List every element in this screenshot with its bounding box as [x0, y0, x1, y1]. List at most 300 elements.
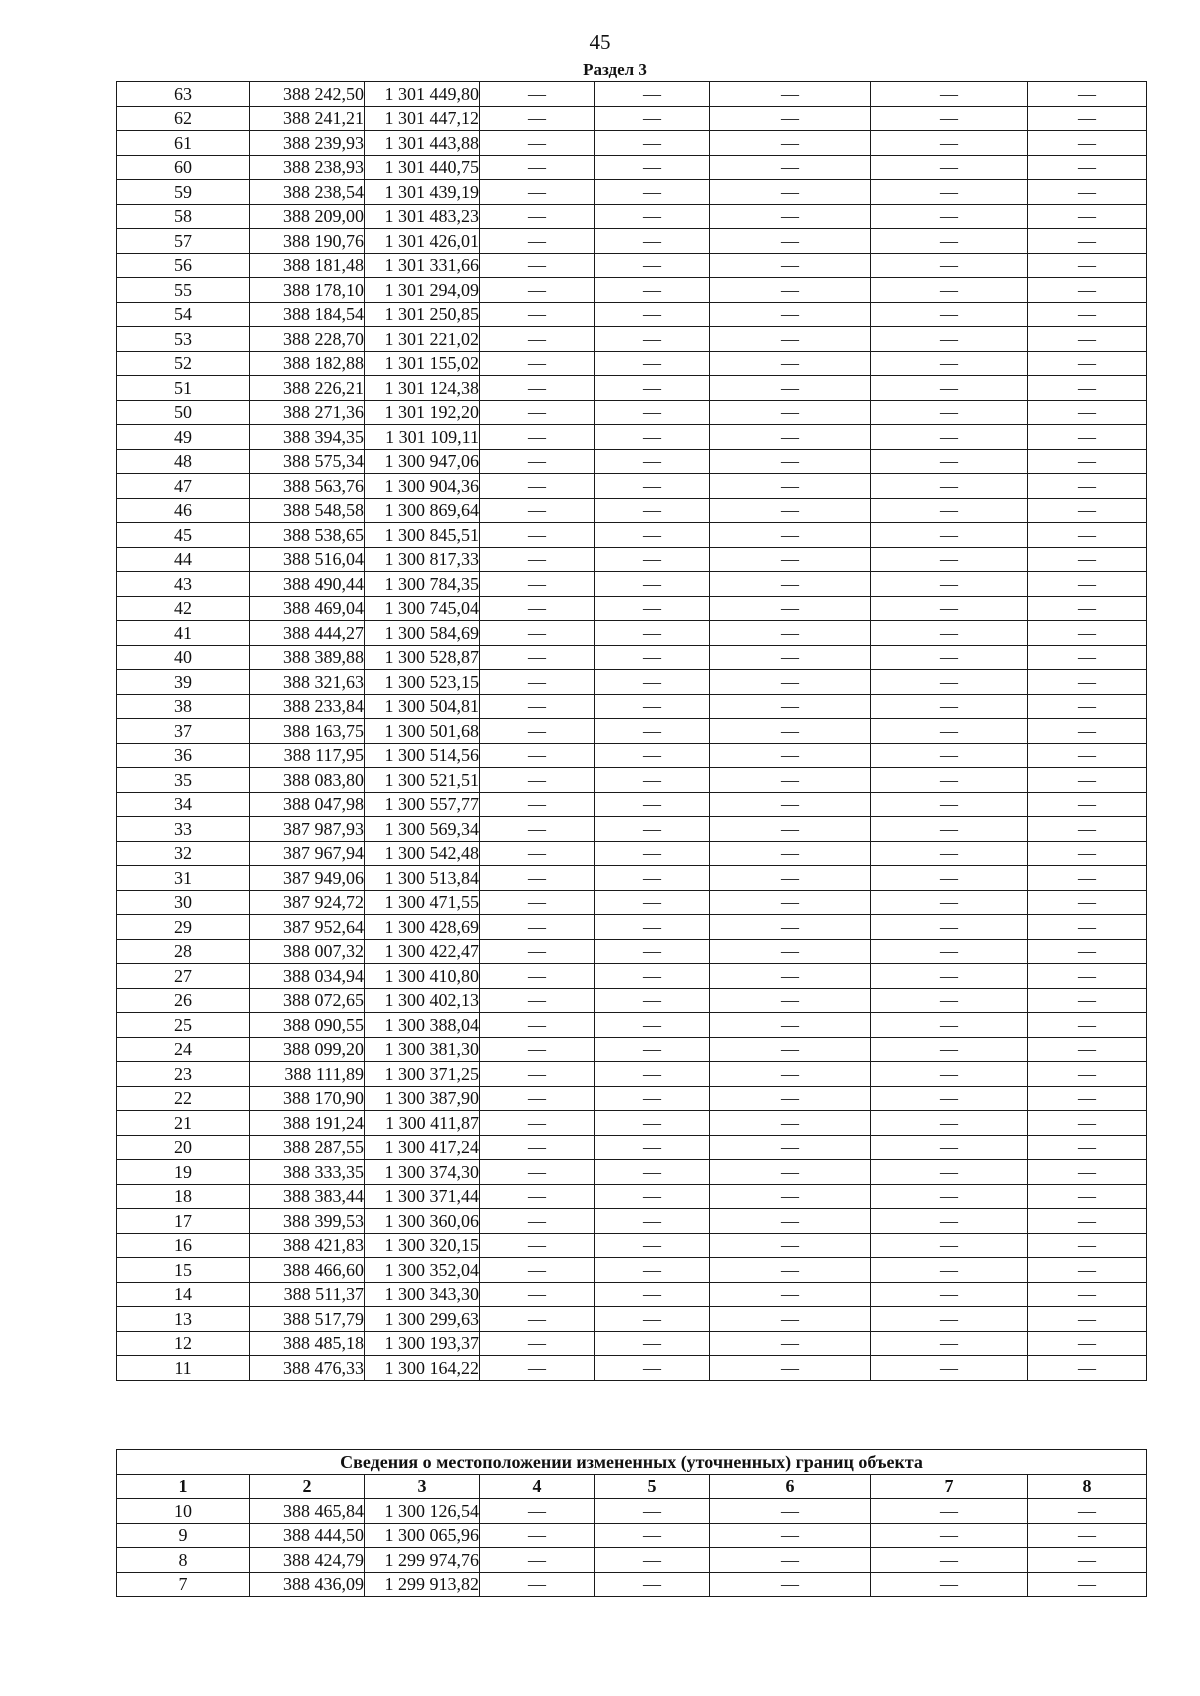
point-number: 7 [117, 1572, 250, 1597]
empty-value-dash: — [871, 1548, 1028, 1573]
empty-value-dash: — [595, 278, 710, 303]
empty-value-dash: — [710, 1307, 871, 1332]
empty-value-dash: — [480, 1135, 595, 1160]
coordinate-y: 1 300 422,47 [365, 939, 480, 964]
coordinate-x: 388 178,10 [250, 278, 365, 303]
point-number: 49 [117, 425, 250, 450]
empty-value-dash: — [871, 939, 1028, 964]
empty-value-dash: — [710, 351, 871, 376]
empty-value-dash: — [871, 400, 1028, 425]
empty-value-dash: — [1028, 915, 1147, 940]
point-number: 35 [117, 768, 250, 793]
coordinate-x: 388 209,00 [250, 204, 365, 229]
point-number: 63 [117, 82, 250, 107]
empty-value-dash: — [480, 547, 595, 572]
empty-value-dash: — [480, 572, 595, 597]
column-number: 7 [871, 1474, 1028, 1499]
empty-value-dash: — [595, 866, 710, 891]
table-row [117, 425, 1147, 450]
point-number: 50 [117, 400, 250, 425]
point-number: 48 [117, 449, 250, 474]
empty-value-dash: — [480, 82, 595, 107]
coordinate-x: 387 967,94 [250, 841, 365, 866]
empty-value-dash: — [480, 155, 595, 180]
table-row [117, 621, 1147, 646]
coordinate-x: 388 271,36 [250, 400, 365, 425]
empty-value-dash: — [480, 204, 595, 229]
empty-value-dash: — [480, 915, 595, 940]
empty-value-dash: — [1028, 1062, 1147, 1087]
empty-value-dash: — [871, 1233, 1028, 1258]
empty-value-dash: — [871, 253, 1028, 278]
empty-value-dash: — [595, 1548, 710, 1573]
empty-value-dash: — [595, 302, 710, 327]
empty-value-dash: — [1028, 523, 1147, 548]
empty-value-dash: — [871, 204, 1028, 229]
empty-value-dash: — [1028, 1111, 1147, 1136]
empty-value-dash: — [710, 278, 871, 303]
table-row [117, 278, 1147, 303]
section-title: Раздел 3 [583, 60, 647, 79]
point-number: 60 [117, 155, 250, 180]
empty-value-dash: — [1028, 425, 1147, 450]
empty-value-dash: — [480, 890, 595, 915]
empty-value-dash: — [1028, 155, 1147, 180]
empty-value-dash: — [595, 351, 710, 376]
empty-value-dash: — [871, 621, 1028, 646]
empty-value-dash: — [710, 155, 871, 180]
table-row [117, 939, 1147, 964]
coordinate-x: 388 182,88 [250, 351, 365, 376]
empty-value-dash: — [871, 645, 1028, 670]
empty-value-dash: — [595, 1086, 710, 1111]
empty-value-dash: — [871, 915, 1028, 940]
point-number: 20 [117, 1135, 250, 1160]
empty-value-dash: — [480, 1037, 595, 1062]
empty-value-dash: — [480, 1356, 595, 1381]
point-number: 21 [117, 1111, 250, 1136]
empty-value-dash: — [1028, 572, 1147, 597]
empty-value-dash: — [595, 1013, 710, 1038]
point-number: 8 [117, 1548, 250, 1573]
empty-value-dash: — [595, 572, 710, 597]
coordinate-y: 1 300 513,84 [365, 866, 480, 891]
empty-value-dash: — [480, 1499, 595, 1524]
table-row [117, 866, 1147, 891]
coordinate-y: 1 300 523,15 [365, 670, 480, 695]
empty-value-dash: — [595, 1184, 710, 1209]
empty-value-dash: — [871, 817, 1028, 842]
empty-value-dash: — [595, 645, 710, 670]
point-number: 24 [117, 1037, 250, 1062]
coordinate-x: 388 072,65 [250, 988, 365, 1013]
point-number: 47 [117, 474, 250, 499]
table-row [117, 817, 1147, 842]
coordinate-x: 388 511,37 [250, 1282, 365, 1307]
table-row [117, 915, 1147, 940]
empty-value-dash: — [710, 1548, 871, 1573]
empty-value-dash: — [710, 1499, 871, 1524]
coordinate-y: 1 300 417,24 [365, 1135, 480, 1160]
empty-value-dash: — [480, 1548, 595, 1573]
coordinate-y: 1 300 501,68 [365, 719, 480, 744]
empty-value-dash: — [871, 376, 1028, 401]
empty-value-dash: — [1028, 131, 1147, 156]
table-row [117, 523, 1147, 548]
empty-value-dash: — [595, 768, 710, 793]
empty-value-dash: — [871, 792, 1028, 817]
empty-value-dash: — [480, 229, 595, 254]
table-row [117, 1135, 1147, 1160]
point-number: 45 [117, 523, 250, 548]
coordinate-y: 1 300 371,25 [365, 1062, 480, 1087]
empty-value-dash: — [480, 719, 595, 744]
coordinate-y: 1 300 557,77 [365, 792, 480, 817]
table-row [117, 670, 1147, 695]
empty-value-dash: — [710, 131, 871, 156]
changed-boundaries-caption: Сведения о местоположении измененных (уточненных) границ объекта [117, 1450, 1147, 1475]
empty-value-dash: — [1028, 1037, 1147, 1062]
table-row [117, 719, 1147, 744]
empty-value-dash: — [1028, 106, 1147, 131]
point-number: 52 [117, 351, 250, 376]
coordinate-x: 388 239,93 [250, 131, 365, 156]
point-number: 10 [117, 1499, 250, 1524]
empty-value-dash: — [595, 82, 710, 107]
page-number: 45 [589, 30, 611, 54]
coordinate-x: 387 952,64 [250, 915, 365, 940]
empty-value-dash: — [1028, 1086, 1147, 1111]
empty-value-dash: — [710, 106, 871, 131]
coordinate-y: 1 300 745,04 [365, 596, 480, 621]
coordinate-x: 388 238,54 [250, 180, 365, 205]
empty-value-dash: — [595, 621, 710, 646]
empty-value-dash: — [710, 1258, 871, 1283]
empty-value-dash: — [1028, 1209, 1147, 1234]
empty-value-dash: — [480, 1258, 595, 1283]
coordinate-y: 1 299 913,82 [365, 1572, 480, 1597]
empty-value-dash: — [1028, 474, 1147, 499]
coordinate-x: 388 517,79 [250, 1307, 365, 1332]
empty-value-dash: — [710, 1013, 871, 1038]
point-number: 17 [117, 1209, 250, 1234]
empty-value-dash: — [871, 1135, 1028, 1160]
empty-value-dash: — [871, 1111, 1028, 1136]
table-row [117, 645, 1147, 670]
empty-value-dash: — [710, 988, 871, 1013]
empty-value-dash: — [595, 474, 710, 499]
point-number: 51 [117, 376, 250, 401]
point-number: 18 [117, 1184, 250, 1209]
empty-value-dash: — [480, 278, 595, 303]
empty-value-dash: — [871, 1013, 1028, 1038]
empty-value-dash: — [1028, 253, 1147, 278]
empty-value-dash: — [1028, 498, 1147, 523]
empty-value-dash: — [595, 1160, 710, 1185]
coordinate-y: 1 300 904,36 [365, 474, 480, 499]
point-number: 57 [117, 229, 250, 254]
table-row [117, 229, 1147, 254]
table-row [117, 1331, 1147, 1356]
empty-value-dash: — [871, 1062, 1028, 1087]
empty-value-dash: — [595, 670, 710, 695]
table-row [117, 1572, 1147, 1597]
empty-value-dash: — [480, 1282, 595, 1307]
empty-value-dash: — [480, 792, 595, 817]
empty-value-dash: — [710, 1111, 871, 1136]
empty-value-dash: — [1028, 1135, 1147, 1160]
empty-value-dash: — [871, 547, 1028, 572]
coordinate-x: 388 083,80 [250, 768, 365, 793]
empty-value-dash: — [595, 400, 710, 425]
point-number: 11 [117, 1356, 250, 1381]
coordinate-x: 387 987,93 [250, 817, 365, 842]
table-row [117, 890, 1147, 915]
coordinate-x: 388 538,65 [250, 523, 365, 548]
empty-value-dash: — [1028, 743, 1147, 768]
coordinate-x: 388 389,88 [250, 645, 365, 670]
point-number: 53 [117, 327, 250, 352]
empty-value-dash: — [595, 988, 710, 1013]
point-number: 32 [117, 841, 250, 866]
table-row [117, 376, 1147, 401]
coordinate-x: 388 444,50 [250, 1523, 365, 1548]
empty-value-dash: — [480, 425, 595, 450]
empty-value-dash: — [871, 82, 1028, 107]
column-number: 8 [1028, 1474, 1147, 1499]
table-row [117, 131, 1147, 156]
empty-value-dash: — [710, 719, 871, 744]
point-number: 55 [117, 278, 250, 303]
empty-value-dash: — [1028, 180, 1147, 205]
empty-value-dash: — [595, 1233, 710, 1258]
empty-value-dash: — [871, 474, 1028, 499]
table-row [117, 327, 1147, 352]
empty-value-dash: — [1028, 939, 1147, 964]
table-row [117, 253, 1147, 278]
point-number: 41 [117, 621, 250, 646]
empty-value-dash: — [1028, 204, 1147, 229]
table-row [117, 547, 1147, 572]
empty-value-dash: — [595, 1209, 710, 1234]
coordinate-x: 388 399,53 [250, 1209, 365, 1234]
empty-value-dash: — [710, 694, 871, 719]
empty-value-dash: — [480, 596, 595, 621]
coordinate-x: 388 321,63 [250, 670, 365, 695]
empty-value-dash: — [710, 302, 871, 327]
coordinate-y: 1 300 388,04 [365, 1013, 480, 1038]
empty-value-dash: — [1028, 302, 1147, 327]
empty-value-dash: — [1028, 1331, 1147, 1356]
empty-value-dash: — [871, 694, 1028, 719]
coordinate-x: 388 117,95 [250, 743, 365, 768]
empty-value-dash: — [480, 1062, 595, 1087]
empty-value-dash: — [480, 1307, 595, 1332]
coordinate-x: 388 383,44 [250, 1184, 365, 1209]
empty-value-dash: — [480, 1111, 595, 1136]
empty-value-dash: — [871, 866, 1028, 891]
point-number: 33 [117, 817, 250, 842]
column-number: 6 [710, 1474, 871, 1499]
empty-value-dash: — [710, 964, 871, 989]
table-row [117, 302, 1147, 327]
table-row [117, 1523, 1147, 1548]
table-row [117, 1037, 1147, 1062]
table-row [117, 180, 1147, 205]
empty-value-dash: — [480, 1331, 595, 1356]
empty-value-dash: — [595, 1135, 710, 1160]
empty-value-dash: — [871, 229, 1028, 254]
empty-value-dash: — [710, 327, 871, 352]
empty-value-dash: — [595, 498, 710, 523]
empty-value-dash: — [480, 621, 595, 646]
empty-value-dash: — [595, 964, 710, 989]
column-number: 1 [117, 1474, 250, 1499]
point-number: 46 [117, 498, 250, 523]
empty-value-dash: — [480, 253, 595, 278]
coordinate-y: 1 300 784,35 [365, 572, 480, 597]
point-number: 62 [117, 106, 250, 131]
point-number: 31 [117, 866, 250, 891]
coordinate-x: 388 181,48 [250, 253, 365, 278]
empty-value-dash: — [710, 425, 871, 450]
empty-value-dash: — [480, 841, 595, 866]
coordinate-y: 1 300 869,64 [365, 498, 480, 523]
coordinate-y: 1 300 471,55 [365, 890, 480, 915]
coordinate-x: 388 007,32 [250, 939, 365, 964]
empty-value-dash: — [710, 1062, 871, 1087]
empty-value-dash: — [595, 1282, 710, 1307]
empty-value-dash: — [710, 743, 871, 768]
empty-value-dash: — [1028, 866, 1147, 891]
point-number: 23 [117, 1062, 250, 1087]
coordinate-x: 388 563,76 [250, 474, 365, 499]
empty-value-dash: — [595, 841, 710, 866]
coordinate-y: 1 300 065,96 [365, 1523, 480, 1548]
table-row [117, 498, 1147, 523]
empty-value-dash: — [710, 939, 871, 964]
empty-value-dash: — [480, 939, 595, 964]
column-number: 4 [480, 1474, 595, 1499]
coordinate-x: 388 516,04 [250, 547, 365, 572]
column-number: 5 [595, 1474, 710, 1499]
empty-value-dash: — [480, 302, 595, 327]
empty-value-dash: — [871, 572, 1028, 597]
empty-value-dash: — [480, 1523, 595, 1548]
point-number: 58 [117, 204, 250, 229]
coordinate-y: 1 301 155,02 [365, 351, 480, 376]
coordinate-x: 388 575,34 [250, 449, 365, 474]
coordinate-x: 387 949,06 [250, 866, 365, 891]
empty-value-dash: — [480, 1160, 595, 1185]
table-row [117, 841, 1147, 866]
coordinate-x: 387 924,72 [250, 890, 365, 915]
empty-value-dash: — [1028, 719, 1147, 744]
empty-value-dash: — [480, 1233, 595, 1258]
coordinate-y: 1 301 331,66 [365, 253, 480, 278]
point-number: 13 [117, 1307, 250, 1332]
empty-value-dash: — [480, 1013, 595, 1038]
coordinate-y: 1 300 428,69 [365, 915, 480, 940]
coordinate-y: 1 301 250,85 [365, 302, 480, 327]
empty-value-dash: — [1028, 1548, 1147, 1573]
empty-value-dash: — [1028, 376, 1147, 401]
coordinate-y: 1 301 449,80 [365, 82, 480, 107]
empty-value-dash: — [1028, 547, 1147, 572]
empty-value-dash: — [480, 131, 595, 156]
coordinate-y: 1 300 521,51 [365, 768, 480, 793]
empty-value-dash: — [710, 180, 871, 205]
empty-value-dash: — [871, 596, 1028, 621]
coordinate-y: 1 300 360,06 [365, 1209, 480, 1234]
empty-value-dash: — [480, 106, 595, 131]
coordinate-x: 388 242,50 [250, 82, 365, 107]
coordinate-x: 388 424,79 [250, 1548, 365, 1573]
empty-value-dash: — [710, 890, 871, 915]
empty-value-dash: — [871, 890, 1028, 915]
empty-value-dash: — [710, 474, 871, 499]
point-number: 27 [117, 964, 250, 989]
point-number: 19 [117, 1160, 250, 1185]
table-row [117, 155, 1147, 180]
empty-value-dash: — [480, 694, 595, 719]
empty-value-dash: — [871, 449, 1028, 474]
coordinate-x: 388 190,76 [250, 229, 365, 254]
point-number: 40 [117, 645, 250, 670]
coordinate-x: 388 034,94 [250, 964, 365, 989]
coordinate-x: 388 465,84 [250, 1499, 365, 1524]
table-row [117, 743, 1147, 768]
boundary-points-table [116, 81, 1147, 1381]
table-row [117, 1233, 1147, 1258]
coordinate-y: 1 301 294,09 [365, 278, 480, 303]
coordinate-x: 388 394,35 [250, 425, 365, 450]
point-number: 25 [117, 1013, 250, 1038]
coordinate-y: 1 300 845,51 [365, 523, 480, 548]
table-row [117, 1499, 1147, 1524]
point-number: 39 [117, 670, 250, 695]
empty-value-dash: — [480, 1209, 595, 1234]
point-number: 59 [117, 180, 250, 205]
empty-value-dash: — [871, 1184, 1028, 1209]
empty-value-dash: — [480, 817, 595, 842]
empty-value-dash: — [595, 155, 710, 180]
empty-value-dash: — [1028, 1258, 1147, 1283]
empty-value-dash: — [1028, 229, 1147, 254]
coordinate-y: 1 300 542,48 [365, 841, 480, 866]
table-row [117, 82, 1147, 107]
coordinate-x: 388 466,60 [250, 1258, 365, 1283]
point-number: 44 [117, 547, 250, 572]
empty-value-dash: — [595, 376, 710, 401]
empty-value-dash: — [871, 670, 1028, 695]
table-row [117, 792, 1147, 817]
empty-value-dash: — [595, 1523, 710, 1548]
coordinate-y: 1 301 483,23 [365, 204, 480, 229]
point-number: 28 [117, 939, 250, 964]
empty-value-dash: — [710, 253, 871, 278]
empty-value-dash: — [871, 1356, 1028, 1381]
coordinate-y: 1 300 126,54 [365, 1499, 480, 1524]
coordinate-x: 388 191,24 [250, 1111, 365, 1136]
coordinate-x: 388 241,21 [250, 106, 365, 131]
empty-value-dash: — [595, 180, 710, 205]
empty-value-dash: — [710, 621, 871, 646]
empty-value-dash: — [480, 645, 595, 670]
empty-value-dash: — [480, 498, 595, 523]
empty-value-dash: — [710, 596, 871, 621]
coordinate-y: 1 300 320,15 [365, 1233, 480, 1258]
